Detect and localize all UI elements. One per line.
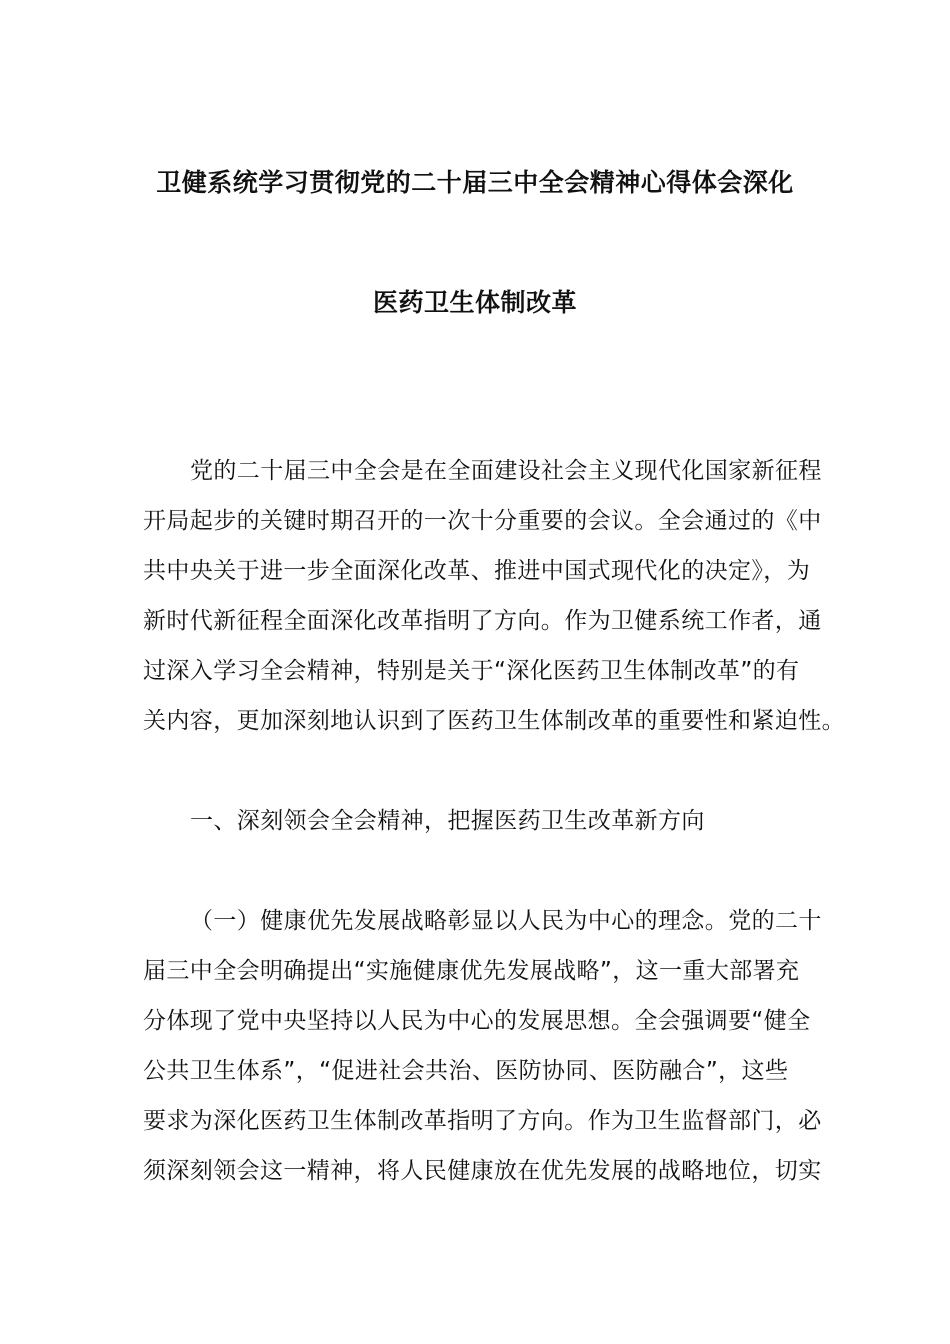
paragraph-line: 要求为深化医药卫生体制改革指明了方向。作为卫生监督部门，必	[143, 1108, 822, 1134]
paragraph-line: 党的二十届三中全会是在全面建设社会主义现代化国家新征程	[190, 458, 822, 484]
document-title-line-1: 卫健系统学习贯彻党的二十届三中全会精神心得体会深化	[156, 168, 794, 197]
document-title-line-2: 医药卫生体制改革	[372, 288, 577, 317]
paragraph-intro	[143, 446, 845, 746]
paragraph-line: （一）健康优先发展战略彰显以人民为中心的理念。党的二十	[190, 908, 822, 934]
paragraph-line: 开局起步的关键时期召开的一次十分重要的会议。全会通过的《中	[143, 508, 822, 534]
section-heading-text: 一、深刻领会全会精神，把握医药卫生改革新方向	[190, 808, 705, 834]
paragraph-health-priority	[143, 896, 822, 1196]
paragraph-line: 须深刻领会这一精神，将人民健康放在优先发展的战略地位，切实	[143, 1158, 822, 1184]
paragraph-line: 过深入学习全会精神，特别是关于“深化医药卫生体制改革”的有	[143, 658, 800, 684]
paragraph-line: 公共卫生体系”，“促进社会共治、医防协同、医防融合”，这些	[143, 1058, 789, 1084]
section-heading-1	[143, 796, 813, 846]
paragraph-line: 届三中全会明确提出“实施健康优先发展战略”，这一重大部署充	[143, 958, 800, 984]
paragraph-line: 分体现了党中央坚持以人民为中心的发展思想。全会强调要“健全	[143, 1008, 811, 1034]
paragraph-line: 新时代新征程全面深化改革指明了方向。作为卫健系统工作者，通	[143, 608, 822, 634]
paragraph-line: 共中央关于进一步全面深化改革、推进中国式现代化的决定》，为	[143, 558, 811, 584]
paragraph-line: 关内容，更加深刻地认识到了医药卫生体制改革的重要性和紧迫性。	[143, 708, 845, 734]
